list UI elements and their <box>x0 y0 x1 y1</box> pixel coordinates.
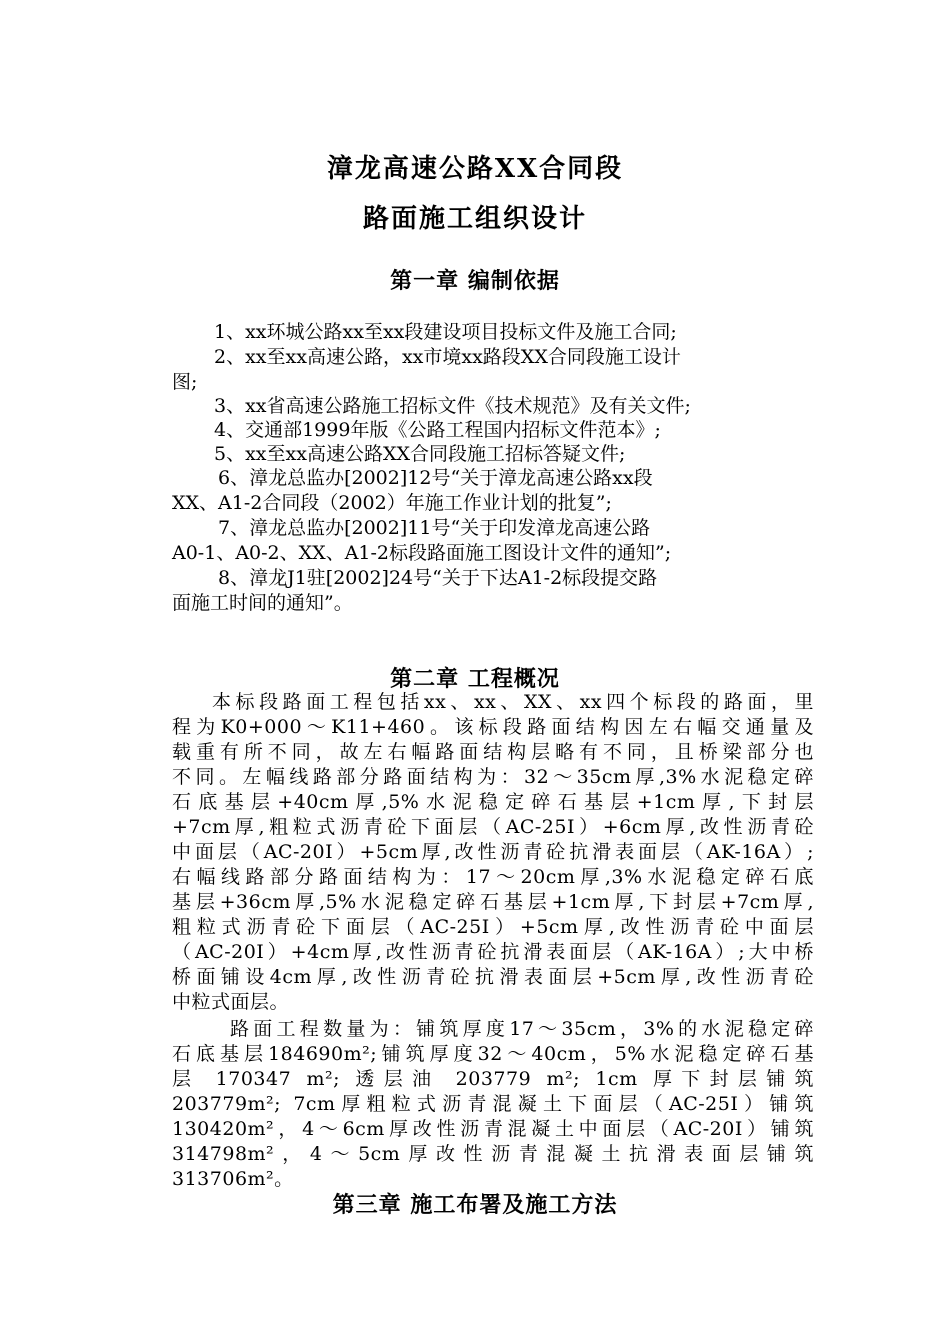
ch1-item-7-cont: A0-1、A0-2、XX、A1-2标段路面施工图设计文件的通知”; <box>172 542 672 564</box>
ch2-p2-line: 路面工程数量为：铺筑厚度17～35cm，3%的水泥稳定碎 <box>230 1018 814 1040</box>
ch2-p1-line: （AC-20I）+4cm厚,改性沥青砼抗滑表面层（AK-16A）;大中桥 <box>172 941 814 963</box>
ch2-p1-line: 本标段路面工程包括xx、xx、XX、xx四个标段的路面，里 <box>212 691 814 713</box>
ch2-p2-line: 314798m²，4～5cm厚改性沥青混凝土抗滑表面层铺筑 <box>172 1143 814 1165</box>
chapter-3-heading: 第三章 施工布署及施工方法 <box>332 1192 618 1218</box>
ch2-p2-line: 203779m²; 7cm厚粗粒式沥青混凝土下面层（AC-25I）铺筑 <box>172 1093 814 1115</box>
ch2-p1-line: 不同。左幅线路部分路面结构为：32～35cm厚,3%水泥稳定碎 <box>172 766 814 788</box>
ch2-p2-line: 石底基层184690m²;铺筑厚度32～40cm，5%水泥稳定碎石基 <box>172 1043 814 1065</box>
ch1-item-1: 1、xx环城公路xx至xx段建设项目投标文件及施工合同; <box>214 321 677 343</box>
ch1-item-8: 8、漳龙J1驻[2002]24号“关于下达A1-2标段提交路 <box>218 567 658 589</box>
ch1-item-7: 7、漳龙总监办[2002]11号“关于印发漳龙高速公路 <box>218 517 651 539</box>
ch2-p1-line: 石底基层+40cm厚,5%水泥稳定碎石基层+1cm厚,下封层 <box>172 791 814 813</box>
chapter-2-heading: 第二章 工程概况 <box>390 666 560 692</box>
ch1-item-4: 4、交通部1999年版《公路工程国内招标文件范本》; <box>214 419 661 441</box>
ch2-p1-line: 程为K0+000～K11+460。该标段路面结构因左右幅交通量及 <box>172 716 814 738</box>
ch1-item-2: 2、xx至xx高速公路，xx市境xx路段XX合同段施工设计 <box>214 346 681 368</box>
ch1-item-5: 5、xx至xx高速公路XX合同段施工招标答疑文件; <box>214 443 626 465</box>
ch2-p1-line: 载重有所不同，故左右幅路面结构层略有不同，且桥梁部分也 <box>172 741 814 763</box>
ch1-item-6: 6、漳龙总监办[2002]12号“关于漳龙高速公路xx段 <box>218 467 653 489</box>
ch2-p2-line: 层 170347 m²; 透层油 203779 m²; 1cm 厚下封层铺筑 <box>172 1068 814 1090</box>
ch1-item-6-cont: XX、A1-2合同段（2002）年施工作业计划的批复”; <box>172 492 612 514</box>
document-subtitle: 路面施工组织设计 <box>362 204 587 234</box>
ch2-p2-line: 130420m²，4～6cm厚改性沥青混凝土中面层（AC-20I）铺筑 <box>172 1118 814 1140</box>
ch1-item-2-cont: 图; <box>172 371 198 393</box>
chapter-1-heading: 第一章 编制依据 <box>390 268 560 294</box>
ch2-p1-line: 中粒式面层。 <box>172 991 290 1013</box>
ch2-p1-line: 桥面铺设4cm厚,改性沥青砼抗滑表面层+5cm厚,改性沥青砼 <box>172 966 814 988</box>
ch2-p1-line: 粗粒式沥青砼下面层（AC-25I）+5cm厚,改性沥青砼中面层 <box>172 916 814 938</box>
ch2-p1-line: 基层+36cm厚,5%水泥稳定碎石基层+1cm厚,下封层+7cm厚, <box>172 891 814 913</box>
ch1-item-3: 3、xx省高速公路施工招标文件《技术规范》及有关文件; <box>214 395 691 417</box>
ch2-p1-line: 中面层（AC-20I）+5cm厚,改性沥青砼抗滑表面层（AK-16A）; <box>172 841 814 863</box>
document-title: 漳龙高速公路XX合同段 <box>326 154 624 184</box>
ch2-p2-line: 313706m²。 <box>172 1168 294 1190</box>
ch1-item-8-cont: 面施工时间的通知”。 <box>172 592 353 614</box>
ch2-p1-line: +7cm厚,粗粒式沥青砼下面层（AC-25I）+6cm厚,改性沥青砼 <box>172 816 814 838</box>
ch2-p1-line: 右幅线路部分路面结构为：17～20cm厚,3%水泥稳定碎石底 <box>172 866 814 888</box>
